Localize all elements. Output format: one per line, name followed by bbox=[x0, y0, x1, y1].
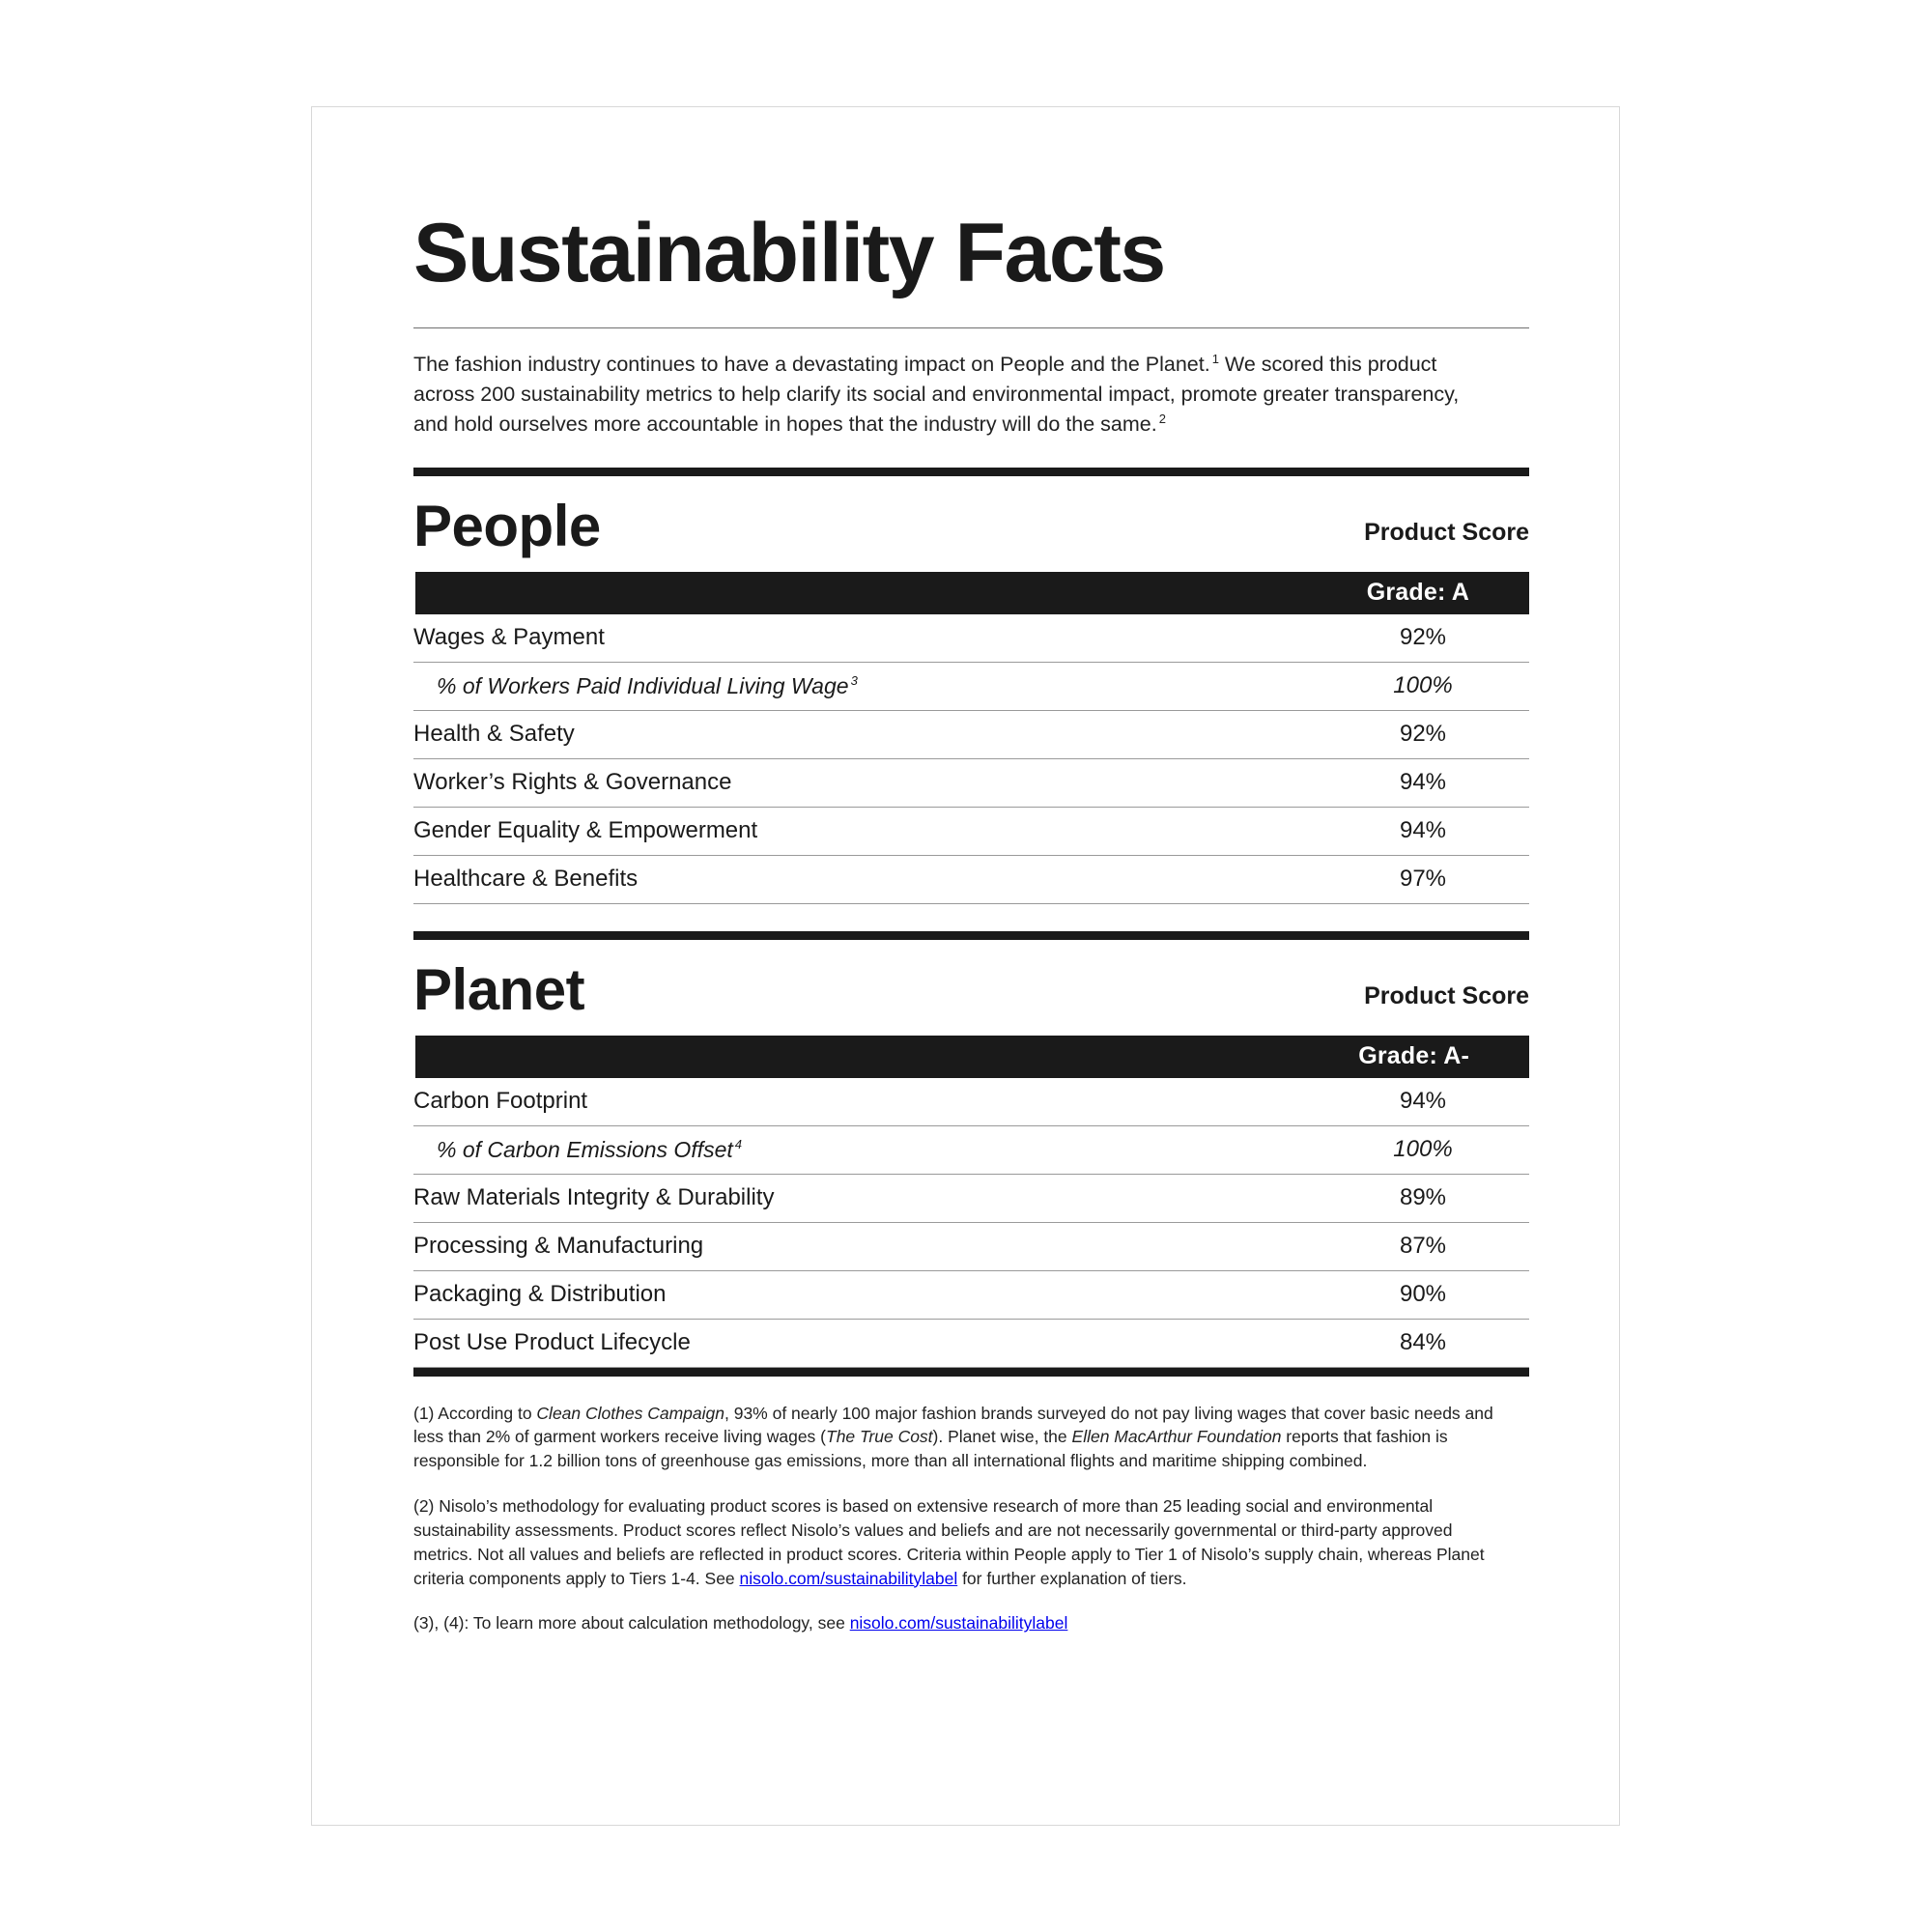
metric-value: 84% bbox=[1399, 1329, 1447, 1356]
metric-value: 89% bbox=[1399, 1184, 1447, 1211]
metric-value: 100% bbox=[1393, 672, 1453, 699]
planet-section-top-rule bbox=[413, 931, 1529, 940]
footnote-1-source-3: Ellen MacArthur Foundation bbox=[1071, 1427, 1282, 1447]
metric-label bbox=[413, 673, 858, 699]
planet-section-header bbox=[413, 956, 1529, 1024]
footnote-1 bbox=[413, 1402, 1505, 1474]
footnote-2 bbox=[413, 1494, 1505, 1590]
footnote-3-text-a: (3), (4): To learn more about calculation methodology, see bbox=[413, 1613, 850, 1634]
planet-section-title: Planet bbox=[413, 956, 585, 1022]
footnote-1-text-b: , 93% of nearly 100 major fashion brands surveyed do not pay living wages that cover basic needs and less than 2% of garment workers receive living wages ( bbox=[413, 1403, 1493, 1447]
metric-value: 92% bbox=[1399, 624, 1447, 651]
label-content bbox=[413, 207, 1529, 1657]
planet-grade-bar bbox=[415, 1036, 1529, 1078]
sustainability-label-link[interactable]: nisolo.com/sustainabilitylabel bbox=[849, 1613, 1068, 1634]
table-row bbox=[413, 1126, 1529, 1175]
people-grade-bar bbox=[415, 572, 1529, 614]
people-section-top-rule bbox=[413, 468, 1529, 476]
planet-section-bottom-rule bbox=[413, 1368, 1529, 1377]
intro-text-2: We scored this product across 200 sustainability metrics to help clarify its social and environmental impact, promote greater transparency, and hold ourselves more accountable in hopes that the industry will do the same. bbox=[413, 353, 1460, 437]
intro-text-1: The fashion industry continues to have a devastating impact on People and the Planet. bbox=[413, 353, 1210, 376]
footnotes bbox=[413, 1402, 1529, 1636]
table-row bbox=[413, 1078, 1529, 1126]
footnote-3 bbox=[413, 1611, 1505, 1635]
footnote-1-text-a: (1) According to bbox=[413, 1403, 537, 1423]
people-section-title: People bbox=[413, 493, 601, 558]
people-section-header bbox=[413, 493, 1529, 560]
metric-label: Post Use Product Lifecycle bbox=[413, 1329, 691, 1356]
table-row bbox=[413, 711, 1529, 759]
metric-value: 100% bbox=[1393, 1136, 1453, 1163]
people-grade-value: Grade: A bbox=[1366, 579, 1469, 607]
metric-value: 94% bbox=[1399, 769, 1447, 796]
table-row bbox=[413, 663, 1529, 711]
metric-label: Carbon Footprint bbox=[413, 1088, 588, 1115]
planet-product-score-label: Product Score bbox=[1364, 981, 1529, 1009]
table-row bbox=[413, 1223, 1529, 1271]
title-divider bbox=[413, 327, 1529, 328]
table-row bbox=[413, 808, 1529, 856]
metric-label: Raw Materials Integrity & Durability bbox=[413, 1184, 775, 1211]
footnote-1-text-d: reports that fashion is responsible for 1.2 billion tons of greenhouse gas emissions, more than all international flights and maritime shipping combined. bbox=[413, 1427, 1448, 1471]
table-row bbox=[413, 1175, 1529, 1223]
footnote-1-source-1: Clean Clothes Campaign bbox=[536, 1403, 724, 1423]
metric-label: Packaging & Distribution bbox=[413, 1281, 667, 1308]
table-row bbox=[413, 759, 1529, 808]
intro-footnote-marker-2: 2 bbox=[1158, 412, 1166, 427]
intro-paragraph bbox=[413, 350, 1495, 440]
metric-label: Health & Safety bbox=[413, 721, 575, 748]
people-product-score-label: Product Score bbox=[1364, 518, 1529, 546]
footnote-1-text-c: ). Planet wise, the bbox=[932, 1427, 1072, 1447]
page-title: Sustainability Facts bbox=[413, 207, 1165, 299]
metric-label-text: % of Workers Paid Individual Living Wage bbox=[437, 672, 849, 698]
footnote-1-source-2: The True Cost bbox=[826, 1427, 933, 1447]
metric-label: Gender Equality & Empowerment bbox=[413, 817, 758, 844]
metric-value: 92% bbox=[1399, 721, 1447, 748]
metric-label: Wages & Payment bbox=[413, 624, 605, 651]
sustainability-label-link[interactable]: nisolo.com/sustainabilitylabel bbox=[739, 1568, 958, 1588]
metric-value: 90% bbox=[1399, 1281, 1447, 1308]
metric-footnote-marker: 4 bbox=[734, 1136, 743, 1151]
metric-label: Processing & Manufacturing bbox=[413, 1233, 704, 1260]
table-row bbox=[413, 614, 1529, 663]
intro-footnote-marker-1: 1 bbox=[1211, 351, 1219, 366]
metric-footnote-marker: 3 bbox=[850, 672, 858, 688]
table-row bbox=[413, 1320, 1529, 1368]
label-page bbox=[311, 106, 1620, 1826]
metric-label: Worker’s Rights & Governance bbox=[413, 769, 732, 796]
metric-value: 97% bbox=[1399, 866, 1447, 893]
table-row bbox=[413, 1271, 1529, 1320]
planet-grade-value: Grade: A- bbox=[1358, 1042, 1469, 1070]
metric-label-text: % of Carbon Emissions Offset bbox=[437, 1136, 733, 1162]
metric-label bbox=[413, 1137, 742, 1163]
table-row bbox=[413, 856, 1529, 904]
footnote-2-text-a: (2) Nisolo’s methodology for evaluating product scores is based on extensive research of more than 25 leading social and environmental sustainability assessments. Product scores reflect Nisolo’s values and beliefs and are not necessarily governmental or third-party approved metrics. Not all values and beliefs are reflected in product scores. Criteria within People apply to Tier 1 of Nisolo’s supply chain, whereas Planet criteria components apply to Tiers 1-4. See bbox=[413, 1496, 1485, 1588]
metric-value: 87% bbox=[1399, 1233, 1447, 1260]
footnote-2-text-b: for further explanation of tiers. bbox=[957, 1568, 1187, 1588]
metric-value: 94% bbox=[1399, 1088, 1447, 1115]
metric-label: Healthcare & Benefits bbox=[413, 866, 639, 893]
metric-value: 94% bbox=[1399, 817, 1447, 844]
